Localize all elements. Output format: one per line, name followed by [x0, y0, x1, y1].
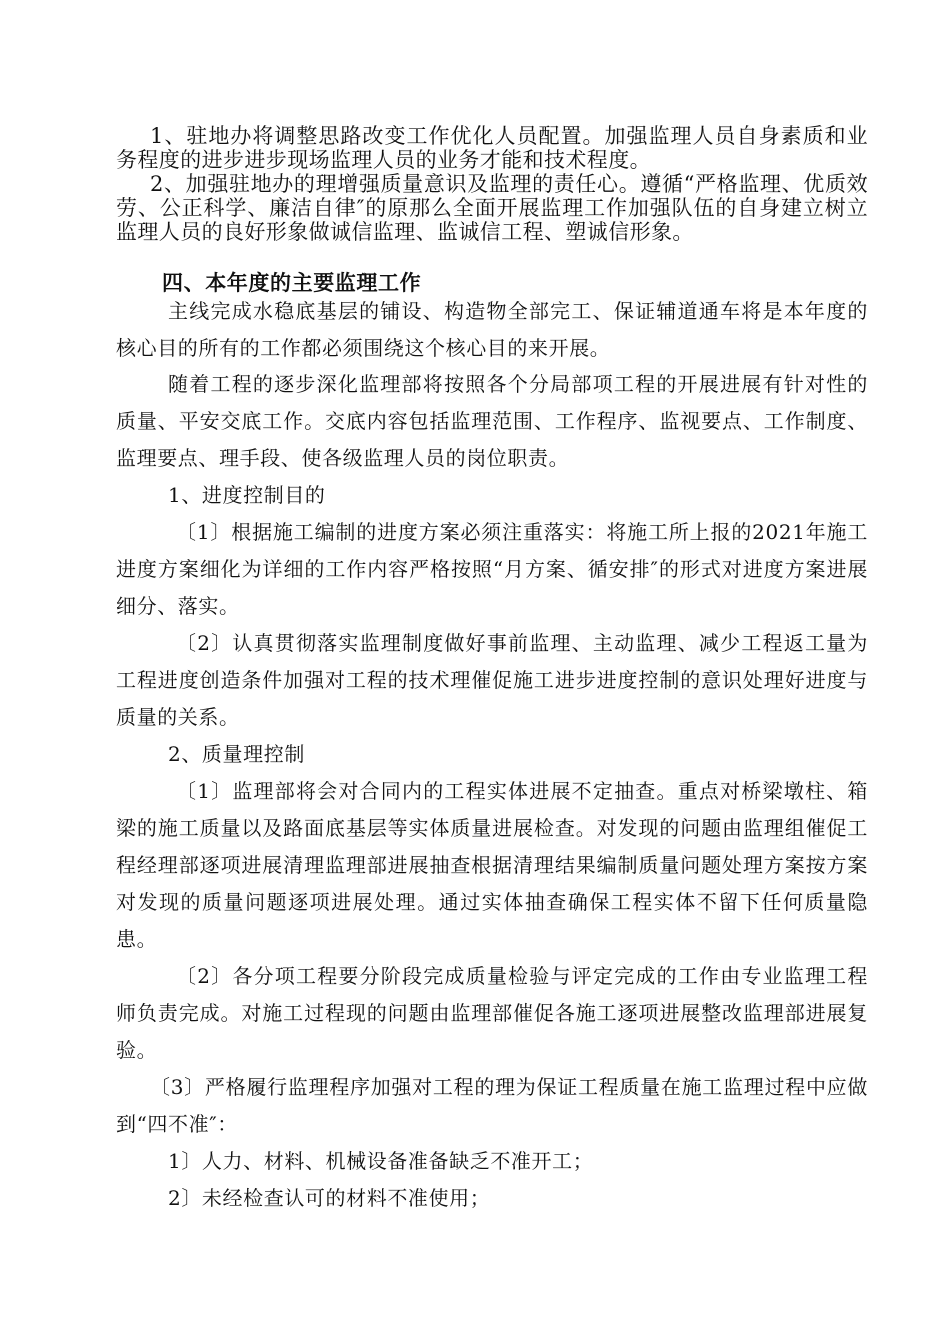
paragraph-schedule-item-1: 〔1〕根据施工编制的进度方案必须注重落实：将施工所上报的2021年施工进度方案细化为详细的工作内容严格按照“月方案、循安排″的形式对进度方案进展细分、落实。: [116, 520, 868, 618]
paragraph-quality-item-2: 〔2〕各分项工程要分阶段完成质量检验与评定完成的工作由专业监理工程师负责完成。对施工过程现的问题由监理部催促各施工逐项进展整改监理部进展复验。: [116, 964, 868, 1062]
paragraph-schedule-item-2: 〔2〕认真贯彻落实监理制度做好事前监理、主动监理、减少工程返工量为工程进度创造条件加强对工程的技术理催促施工进步进度控制的意识处理好进度与质量的关系。: [116, 631, 868, 729]
subheading-quality-control: 2、质量理控制: [168, 742, 305, 766]
list-item-rule-2: 2〕未经检查认可的材料不准使用；: [168, 1186, 491, 1210]
paragraph-core-goal: 主线完成水稳底基层的铺设、构造物全部完工、保证辅道通车将是本年度的核心目的所有的工作都必须围绕这个核心目的来开展。: [116, 299, 868, 360]
intro-paragraph-1: 1、驻地办将调整思路改变工作优化人员配置。加强监理人员自身素质和业务程度的进步进步现场监理人员的业务才能和技术程度。: [116, 124, 868, 172]
intro-paragraph-2: 2、加强驻地办的理增强质量意识及监理的责任心。遵循“严格监理、优质效劳、公正科学、廉洁自律″的原那么全面开展监理工作加强队伍的自身建立树立监理人员的良好形象做诚信监理、监诚信工程、塑诚信形象。: [116, 172, 868, 244]
subheading-schedule-control: 1、进度控制目的: [168, 483, 326, 507]
paragraph-briefing: 随着工程的逐步深化监理部将按照各个分局部项工程的开展进展有针对性的质量、平安交底工作。交底内容包括监理范围、工作程序、监视要点、工作制度、监理要点、理手段、使各级监理人员的岗位职责。: [116, 372, 868, 470]
paragraph-quality-item-1: 〔1〕监理部将会对合同内的工程实体进展不定抽查。重点对桥梁墩柱、箱梁的施工质量以及路面底基层等实体质量进展检查。对发现的问题由监理组催促工程经理部逐项进展清理监理部进展抽查根据清理结果编制质量问题处理方案按方案对发现的质量问题逐项进展处理。通过实体抽查确保工程实体不留下任何质量隐患。: [116, 779, 868, 951]
section-heading: 四、本年度的主要监理工作: [162, 270, 422, 295]
paragraph-quality-item-3: 〔3〕严格履行监理程序加强对工程的理为保证工程质量在施工监理过程中应做到“四不准″：: [116, 1075, 868, 1136]
list-item-rule-1: 1〕人力、材料、机械设备准备缺乏不准开工；: [168, 1149, 594, 1173]
